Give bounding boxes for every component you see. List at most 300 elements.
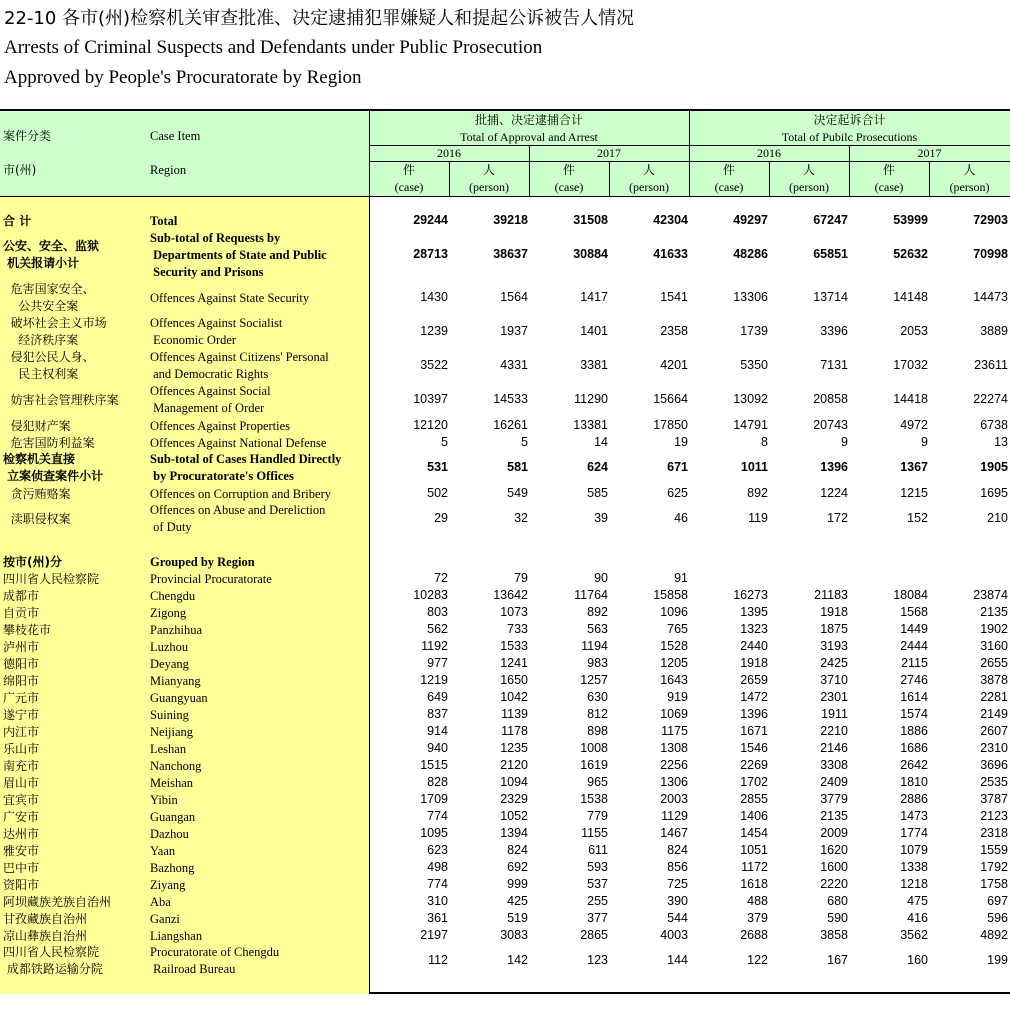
table-cell-value: 22274 (973, 392, 1008, 406)
table-cell-value: 812 (587, 707, 608, 721)
table-cell-value: 1559 (980, 843, 1008, 857)
table-cell-value: 31508 (573, 213, 608, 227)
table-cell-value: 765 (667, 622, 688, 636)
table-cell-value: 1541 (660, 290, 688, 304)
row-label-cn: 机关报请小计 (3, 256, 80, 270)
row-label-cn: 渎职侵权案 (3, 511, 71, 526)
row-label-cn: 妨害社会管理秩序案 (3, 392, 119, 407)
table-cell-value: 779 (587, 809, 608, 823)
table-cell-value: 13 (994, 435, 1008, 449)
table-cell-value: 72903 (973, 213, 1008, 227)
row-label-cn: 凉山彝族自治州 (3, 928, 88, 943)
table-cell-value: 625 (667, 486, 688, 500)
table-cell-value: 774 (427, 809, 448, 823)
row-label-en: Ganzi (150, 911, 180, 926)
row-label-cn: 广元市 (3, 690, 40, 705)
row-label-en: Guangyuan (150, 690, 208, 705)
table-cell-value: 2855 (740, 792, 768, 806)
unit-header-person-en: (person) (469, 180, 509, 194)
table-cell-value: 1937 (500, 324, 528, 338)
table-cell-value: 1430 (420, 290, 448, 304)
row-label-en: Zigong (150, 605, 187, 620)
row-label-en: Security and Prisons (150, 264, 264, 279)
table-cell-value: 11764 (574, 588, 608, 602)
row-label-en: Suining (150, 707, 189, 722)
table-cell-value: 1618 (740, 877, 768, 891)
table-cell-value: 2655 (980, 656, 1008, 670)
table-cell-value: 4331 (500, 358, 528, 372)
table-cell-value: 2197 (420, 928, 448, 942)
table-cell-value: 2358 (660, 324, 688, 338)
table-cell-value: 3396 (820, 324, 848, 338)
table-cell-value: 1454 (740, 826, 768, 840)
row-label-en: Dazhou (150, 826, 189, 841)
table-cell-value: 2535 (980, 775, 1008, 789)
row-label-en: Bazhong (150, 860, 195, 875)
row-label-cn: 公共安全案 (3, 299, 79, 313)
row-label-en: Offences Against Citizens' Personal (150, 350, 329, 364)
table-cell-value: 2301 (820, 690, 848, 704)
row-label-cn: 甘孜藏族自治州 (3, 911, 88, 926)
unit-header-person-en: (person) (789, 180, 829, 194)
table-cell-value: 15858 (653, 588, 688, 602)
table-cell-value: 2409 (820, 775, 848, 789)
row-label-cn: 四川省人民检察院 (3, 571, 100, 586)
row-label-cn: 内江市 (3, 724, 40, 739)
table-cell-value: 1650 (500, 673, 528, 687)
table-cell-value: 999 (507, 877, 528, 891)
table-cell-value: 2123 (980, 809, 1008, 823)
table-cell-value: 255 (587, 894, 608, 908)
row-label-en: Neijiang (150, 724, 194, 739)
table-cell-value: 983 (587, 656, 608, 670)
table-cell-value: 3779 (820, 792, 848, 806)
row-label-cn: 按市(州)分 (3, 554, 62, 569)
header-region-en: Region (150, 163, 187, 177)
table-cell-value: 3696 (980, 758, 1008, 772)
table-cell-value: 1308 (660, 741, 688, 755)
row-label-cn: 破坏社会主义市场 (3, 316, 107, 330)
table-cell-value: 1614 (900, 690, 928, 704)
table-cell-value: 10397 (413, 392, 448, 406)
row-label-cn: 达州市 (3, 826, 40, 841)
row-label-en: Aba (150, 894, 171, 909)
table-cell-value: 1574 (900, 707, 928, 721)
table-cell-value: 733 (507, 622, 528, 636)
row-label-cn: 泸州市 (3, 639, 40, 654)
table-cell-value: 1449 (900, 622, 928, 636)
table-cell-value: 596 (987, 911, 1008, 925)
table-cell-value: 13092 (733, 392, 768, 406)
table-cell-value: 2444 (900, 639, 928, 653)
table-cell-value: 119 (748, 511, 768, 525)
table-cell-value: 1215 (900, 486, 928, 500)
table-cell-value: 531 (427, 460, 448, 474)
row-label-en: Provincial Procuratorate (150, 571, 272, 586)
table-cell-value: 90 (594, 571, 608, 585)
year-header: 2016 (757, 146, 781, 160)
table-cell-value: 65851 (813, 247, 848, 261)
table-cell-value: 892 (747, 486, 768, 500)
table-cell-value: 46 (674, 511, 688, 525)
table-cell-value: 199 (987, 953, 1008, 967)
table-cell-value: 1600 (820, 860, 848, 874)
row-label-en: Yaan (150, 843, 176, 858)
table-cell-value: 3160 (980, 639, 1008, 653)
table-cell-value: 1396 (820, 460, 848, 474)
table-cell-value: 5350 (740, 358, 768, 372)
table-cell-value: 39218 (493, 213, 528, 227)
row-label-en: Offences on Corruption and Bribery (150, 486, 331, 501)
header-bottom-rule (0, 196, 1010, 197)
row-label-cn: 绵阳市 (3, 673, 40, 688)
table-cell-value: 1702 (740, 775, 768, 789)
table-cell-value: 152 (907, 511, 928, 525)
table-cell-value: 8 (761, 435, 768, 449)
row-label-cn: 乐山市 (3, 741, 40, 756)
table-cell-value: 17850 (653, 418, 688, 432)
table-cell-value: 52632 (893, 247, 928, 261)
table-cell-value: 1401 (580, 324, 608, 338)
table-cell-value: 42304 (653, 213, 688, 227)
table-cell-value: 2440 (740, 639, 768, 653)
table-cell-value: 4892 (980, 928, 1008, 942)
table-cell-value: 2149 (980, 707, 1008, 721)
table-cell-value: 562 (427, 622, 448, 636)
row-label-en: Nanchong (150, 758, 202, 773)
row-label-cn: 立案侦查案件小计 (3, 469, 104, 483)
row-label-en: Chengdu (150, 588, 196, 603)
table-cell-value: 13381 (573, 418, 608, 432)
table-cell-value: 1417 (580, 290, 608, 304)
table-cell-value: 53999 (893, 213, 928, 227)
row-label-cn: 南充市 (3, 758, 40, 773)
row-label-cn: 经济秩序案 (3, 333, 79, 347)
unit-header-case-cn: 件 (562, 163, 575, 177)
table-cell-value: 6738 (980, 418, 1008, 432)
row-label-en: Mianyang (150, 673, 201, 688)
table-cell-value: 3562 (900, 928, 928, 942)
table-cell-value: 1671 (740, 724, 768, 738)
table-cell-value: 9 (841, 435, 848, 449)
table-cell-value: 20858 (813, 392, 848, 406)
table-cell-value: 2329 (500, 792, 528, 806)
table-cell-value: 2659 (740, 673, 768, 687)
row-label-cn: 合 计 (3, 213, 32, 228)
header-region-cn: 市(州) (3, 163, 37, 177)
table-cell-value: 2135 (980, 605, 1008, 619)
row-label-en: Offences Against Social (150, 384, 271, 398)
table-cell-value: 1774 (900, 826, 928, 840)
row-label-cn: 宜宾市 (3, 792, 40, 807)
table-cell-value: 30884 (573, 247, 608, 261)
table-cell-value: 2688 (740, 928, 768, 942)
row-label-en: Leshan (150, 741, 187, 756)
table-cell-value: 856 (667, 860, 688, 874)
table-cell-value: 361 (427, 911, 448, 925)
row-label-en: Offences Against State Security (150, 290, 310, 305)
table-cell-value: 16273 (733, 588, 768, 602)
table-cell-value: 67247 (813, 213, 848, 227)
table-cell-value: 14418 (893, 392, 928, 406)
table-cell-value: 1094 (500, 775, 528, 789)
table-cell-value: 581 (507, 460, 528, 474)
table-cell-value: 519 (507, 911, 528, 925)
table-cell-value: 29 (434, 511, 448, 525)
table-cell-value: 310 (427, 894, 448, 908)
table-cell-value: 590 (827, 911, 848, 925)
row-label-en: Meishan (150, 775, 194, 790)
table-cell-value: 70998 (973, 247, 1008, 261)
table-cell-value: 2310 (980, 741, 1008, 755)
table-cell-value: 2318 (980, 826, 1008, 840)
table-cell-value: 1096 (660, 605, 688, 619)
table-cell-value: 1257 (580, 673, 608, 687)
table-cell-value: 3889 (980, 324, 1008, 338)
table-cell-value: 1810 (900, 775, 928, 789)
table-cell-value: 3522 (420, 358, 448, 372)
table-cell-value: 14 (594, 435, 608, 449)
table-cell-value: 2135 (820, 809, 848, 823)
row-label-en: Guangan (150, 809, 196, 824)
row-label-en: Offences Against Properties (150, 418, 291, 433)
row-label-en: Offences Against Socialist (150, 316, 283, 330)
table-cell-value: 172 (827, 511, 848, 525)
row-label-cn: 检察机关直接 (3, 452, 76, 466)
row-label-en: of Duty (150, 520, 192, 534)
year-header: 2016 (437, 146, 461, 160)
table-cell-value: 824 (667, 843, 688, 857)
table-cell-value: 3083 (500, 928, 528, 942)
row-label-en: Economic Order (150, 333, 237, 347)
group-header-arrest-en: Total of Approval and Arrest (460, 130, 598, 144)
table-title-en-line1: Arrests of Criminal Suspects and Defendants under Public Prosecution (4, 37, 543, 58)
table-cell-value: 3193 (820, 639, 848, 653)
table-cell-value: 79 (514, 571, 528, 585)
unit-header-case-en: (case) (394, 180, 424, 194)
table-cell-value: 1792 (980, 860, 1008, 874)
table-cell-value: 10283 (413, 588, 448, 602)
header-case-cn: 案件分类 (3, 129, 52, 143)
table-cell-value: 2865 (580, 928, 608, 942)
unit-header-case-en: (case) (554, 180, 584, 194)
table-cell-value: 965 (587, 775, 608, 789)
table-cell-value: 803 (427, 605, 448, 619)
table-cell-value: 1172 (741, 860, 768, 874)
unit-header-case-en: (case) (714, 180, 744, 194)
year-header: 2017 (917, 146, 942, 160)
table-cell-value: 1155 (581, 826, 608, 840)
table-title-cn: 22-10 各市(州)检察机关审查批准、决定逮捕犯罪嫌疑人和提起公诉被告人情况 (4, 8, 635, 29)
table-cell-value: 1528 (660, 639, 688, 653)
table-cell-value: 977 (427, 656, 448, 670)
table-cell-value: 17032 (893, 358, 928, 372)
row-label-cn: 四川省人民检察院 (3, 945, 100, 959)
table-cell-value: 19 (674, 435, 688, 449)
table-cell-value: 680 (827, 894, 848, 908)
table-cell-value: 1224 (820, 486, 848, 500)
table-cell-value: 5 (521, 435, 528, 449)
table-cell-value: 377 (587, 911, 608, 925)
table-cell-value: 112 (428, 953, 448, 967)
header-case-en: Case Item (150, 129, 201, 143)
table-cell-value: 1886 (900, 724, 928, 738)
table-cell-value: 1194 (581, 639, 608, 653)
table-cell-value: 537 (587, 877, 608, 891)
table-cell-value: 1739 (740, 324, 768, 338)
table-cell-value: 585 (587, 486, 608, 500)
table-cell-value: 14791 (733, 418, 768, 432)
table-cell-value: 1051 (740, 843, 768, 857)
row-label-cn: 巴中市 (3, 860, 40, 875)
table-cell-value: 1052 (500, 809, 528, 823)
table-cell-value: 1533 (500, 639, 528, 653)
row-label-en: by Procuratorate's Offices (150, 469, 294, 483)
row-label-en: and Democratic Rights (150, 367, 269, 381)
table-cell-value: 1205 (660, 656, 688, 670)
row-label-cn: 眉山市 (3, 775, 40, 790)
label-column-divider (369, 111, 370, 994)
table-cell-value: 828 (427, 775, 448, 789)
table-cell-value: 1394 (500, 826, 528, 840)
table-cell-value: 379 (747, 911, 768, 925)
table-cell-value: 1175 (661, 724, 688, 738)
table-cell-value: 2642 (900, 758, 928, 772)
table-cell-value: 14533 (493, 392, 528, 406)
row-label-cn: 民主权利案 (3, 367, 79, 381)
table-cell-value: 23874 (973, 588, 1008, 602)
table-cell-value: 1095 (420, 826, 448, 840)
table-cell-value: 611 (588, 843, 608, 857)
table-cell-value: 3787 (980, 792, 1008, 806)
row-label-en: Offences on Abuse and Dereliction (150, 503, 326, 517)
table-cell-value: 1686 (900, 741, 928, 755)
table-cell-value: 630 (587, 690, 608, 704)
table-cell-value: 2115 (901, 656, 928, 670)
table-cell-value: 692 (507, 860, 528, 874)
table-cell-value: 1564 (500, 290, 528, 304)
row-label-cn: 侵犯公民人身、 (3, 350, 95, 364)
year-header: 2017 (597, 146, 621, 160)
table-cell-value: 1467 (660, 826, 688, 840)
table-cell-value: 549 (507, 486, 528, 500)
row-label-en: Panzhihua (150, 622, 203, 637)
table-cell-value: 4003 (660, 928, 688, 942)
table-cell-value: 14473 (973, 290, 1008, 304)
table-cell-value: 12120 (413, 418, 448, 432)
row-label-cn: 危害国家安全、 (3, 282, 95, 296)
table-cell-value: 13306 (733, 290, 768, 304)
table-cell-value: 697 (987, 894, 1008, 908)
table-cell-value: 1073 (500, 605, 528, 619)
group-header-prosecution-cn: 决定起诉合计 (813, 113, 886, 127)
table-cell-value: 649 (427, 690, 448, 704)
table-cell-value: 940 (427, 741, 448, 755)
table-cell-value: 1643 (660, 673, 688, 687)
unit-header-case-cn: 件 (722, 163, 735, 177)
table-cell-value: 49297 (733, 213, 768, 227)
table-cell-value: 29244 (413, 213, 448, 227)
table-cell-value: 425 (507, 894, 528, 908)
table-cell-value: 1395 (740, 605, 768, 619)
table-cell-value: 1709 (420, 792, 448, 806)
table-cell-value: 3381 (580, 358, 608, 372)
table-cell-value: 15664 (653, 392, 688, 406)
table-cell-value: 544 (667, 911, 688, 925)
table-cell-value: 160 (907, 953, 928, 967)
row-label-en: Ziyang (150, 877, 186, 892)
table-cell-value: 498 (427, 860, 448, 874)
table-cell-value: 1323 (740, 622, 768, 636)
table-cell-value: 824 (507, 843, 528, 857)
table-cell-value: 1042 (500, 690, 528, 704)
table-cell-value: 1241 (500, 656, 528, 670)
row-label-cn: 危害国防利益案 (3, 435, 95, 450)
row-label-cn: 侵犯财产案 (3, 418, 71, 433)
table-title-en-line2: Approved by People's Procuratorate by Region (4, 67, 362, 88)
table-cell-value: 1473 (900, 809, 928, 823)
table-cell-value: 18084 (893, 588, 928, 602)
table-cell-value: 1918 (820, 605, 848, 619)
data-table (0, 109, 1010, 994)
table-cell-value: 1406 (740, 809, 768, 823)
table-cell-value: 4972 (900, 418, 928, 432)
row-label-cn: 德阳市 (3, 656, 40, 671)
table-cell-value: 475 (907, 894, 928, 908)
table-cell-value: 1011 (740, 460, 768, 474)
table-cell-value: 1008 (580, 741, 608, 755)
table-cell-value: 1338 (900, 860, 928, 874)
table-cell-value: 1129 (661, 809, 688, 823)
table-cell-value: 1568 (900, 605, 928, 619)
table-cell-value: 1695 (980, 486, 1008, 500)
unit-header-person-cn: 人 (482, 163, 495, 177)
unit-header-person-cn: 人 (642, 163, 655, 177)
table-cell-value: 1079 (900, 843, 928, 857)
table-cell-value: 4201 (660, 358, 688, 372)
row-label-cn: 成都市 (3, 588, 40, 603)
table-cell-value: 2886 (900, 792, 928, 806)
table-cell-value: 725 (667, 877, 688, 891)
unit-header-person-cn: 人 (802, 163, 815, 177)
table-cell-value: 3308 (820, 758, 848, 772)
row-label-cn: 雅安市 (3, 843, 40, 858)
row-label-cn: 成都铁路运输分院 (3, 962, 103, 976)
unit-header-person-cn: 人 (963, 163, 976, 177)
table-cell-value: 21183 (814, 588, 848, 602)
table-cell-value: 1905 (980, 460, 1008, 474)
table-cell-value: 671 (667, 460, 688, 474)
table-cell-value: 390 (667, 894, 688, 908)
group-header-arrest-cn: 批捕、决定逮捕合计 (474, 113, 583, 127)
table-cell-value: 914 (427, 724, 448, 738)
table-cell-value: 563 (587, 622, 608, 636)
table-cell-value: 3710 (820, 673, 848, 687)
table-cell-value: 2120 (500, 758, 528, 772)
table-cell-value: 2146 (820, 741, 848, 755)
table-cell-value: 5 (441, 435, 448, 449)
table-cell-value: 20743 (813, 418, 848, 432)
row-label-en: Departments of State and Public (150, 247, 327, 262)
table-cell-value: 837 (427, 707, 448, 721)
table-cell-value: 11290 (574, 392, 608, 406)
table-cell-value: 2053 (900, 324, 928, 338)
row-label-cn: 攀枝花市 (3, 622, 52, 637)
table-cell-value: 416 (907, 911, 928, 925)
table-cell-value: 1902 (980, 622, 1008, 636)
table-cell-value: 1178 (501, 724, 528, 738)
table-cell-value: 1875 (820, 622, 848, 636)
